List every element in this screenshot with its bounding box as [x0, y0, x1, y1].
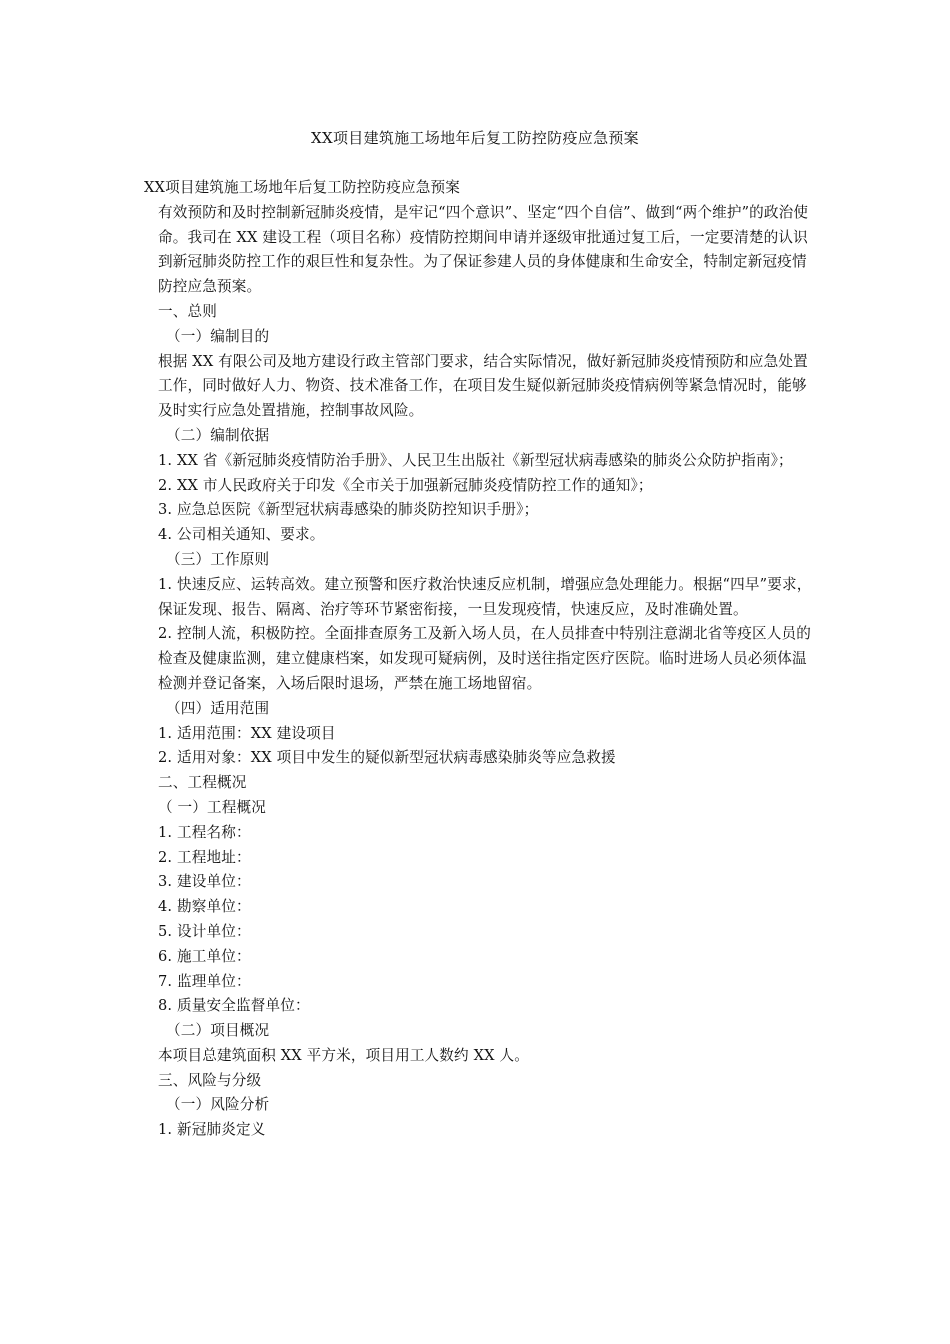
paragraph: （ 一）工程概况 [158, 798, 266, 816]
paragraph: 7. 监理单位： [158, 972, 251, 990]
paragraph: 根据 XX 有限公司及地方建设行政主管部门要求，结合实际情况，做好新冠肺炎疫情预防和应急处置工作，同时做好人力、物资、技术准备工作，在项目发生疑似新冠肺炎疫情病例等紧急情况时，能够及时实行应急处置措施，控制事故风险。 [158, 352, 808, 420]
paragraph: 三、风险与分级 [158, 1071, 262, 1089]
paragraph: （一）编制目的 [166, 327, 270, 345]
paragraph: 3. 建设单位： [158, 873, 251, 891]
document-title: XX项目建筑施工场地年后复工防控防疫应急预案 [311, 129, 639, 147]
paragraph: （三）工作原则 [166, 550, 270, 568]
paragraph: XX项目建筑施工场地年后复工防控防疫应急预案 [144, 179, 460, 196]
paragraph: （一）风险分析 [166, 1096, 270, 1114]
paragraph: 有效预防和及时控制新冠肺炎疫情，是牢记“四个意识”、坚定“四个自信”、做到“两个维护”的政治使命。我司在 XX 建设工程（项目名称）疫情防控期间申请并逐级审批通过复工后，一定要清楚的认识到新冠肺炎防控工作的艰巨性和复杂性。为了保证参建人员的身体健康和生命安全，特制定新冠疫情防控应急预案。 [158, 203, 809, 296]
paragraph: 一、总则 [158, 302, 217, 320]
paragraph: 2. 控制人流，积极防控。全面排查原务工及新入场人员，在人员排查中特别注意湖北省等疫区人员的检查及健康监测，建立健康档案，如发现可疑病例，及时送往指定医疗医院。临时进场人员必须体温检测并登记备案，入场后限时退场，严禁在施工场地留宿。 [158, 625, 811, 692]
paragraph: 1. 工程名称： [158, 823, 251, 841]
paragraph: 3. 应急总医院《新型冠状病毒感染的肺炎防控知识手册》； [158, 501, 539, 519]
paragraph: 2. 工程地址： [158, 848, 251, 866]
paragraph: 5. 设计单位： [158, 922, 251, 940]
document-body [144, 176, 812, 1143]
paragraph: 2. 适用对象：XX 项目中发生的疑似新型冠状病毒感染肺炎等应急救援 [158, 749, 616, 767]
paragraph: 1. 快速反应、运转高效。建立预警和医疗救治快速反应机制，增强应急处理能力。根据“四早”要求，保证发现、报告、隔离、治疗等环节紧密衔接，一旦发现疫情，快速反应，及时准确处置。 [158, 575, 812, 618]
paragraph: 4. 勘察单位： [158, 898, 251, 916]
paragraph: 6. 施工单位： [158, 947, 251, 965]
paragraph: 2. XX 市人民政府关于印发《全市关于加强新冠肺炎疫情防控工作的通知》； [158, 476, 653, 494]
paragraph: 8. 质量安全监督单位： [158, 997, 310, 1015]
paragraph: 本项目总建筑面积 XX 平方米，项目用工人数约 XX 人。 [158, 1046, 529, 1064]
paragraph: （二）编制依据 [166, 426, 270, 444]
paragraph: （四）适用范围 [166, 699, 270, 717]
paragraph: 1. XX 省《新冠肺炎疫情防治手册》、人民卫生出版社《新型冠状病毒感染的肺炎公众防护指南》； [158, 451, 793, 469]
paragraph: （二）项目概况 [166, 1022, 270, 1040]
paragraph: 1. 新冠肺炎定义 [158, 1121, 266, 1139]
paragraph: 1. 适用范围：XX 建设项目 [158, 724, 336, 742]
paragraph: 4. 公司相关通知、要求。 [158, 526, 325, 544]
paragraph: 二、工程概况 [158, 774, 247, 792]
